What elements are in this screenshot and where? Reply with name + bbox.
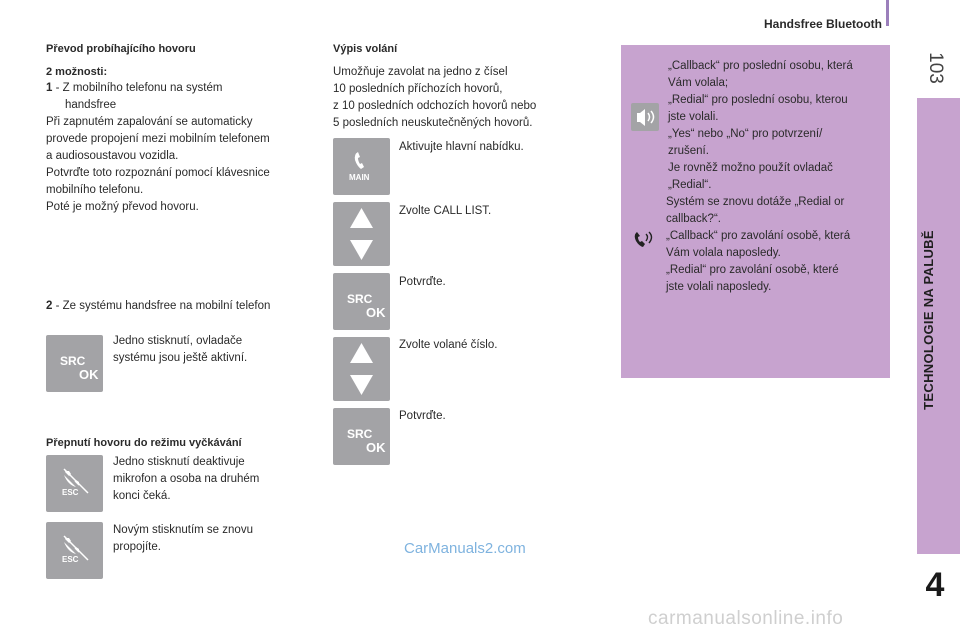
header-accent-bar <box>886 0 889 26</box>
paragraph-line: provede propojení mezi mobilním telefonem <box>46 133 270 145</box>
paragraph-line: Poté je možný převod hovoru. <box>46 201 199 213</box>
caption-line: mikrofon a osoba na druhém <box>113 473 260 485</box>
option-1-text-cont: handsfree <box>65 99 117 111</box>
src-ok-icon <box>333 273 390 330</box>
intro-line: Umožňuje zavolat na jedno z čísel <box>333 66 508 78</box>
transfer-paragraph <box>46 114 321 216</box>
up-down-button[interactable] <box>333 337 390 401</box>
intro-line: 5 posledních neuskutečněných hovorů. <box>333 117 533 129</box>
up-down-arrows-icon <box>333 337 390 401</box>
phone-icon <box>333 138 390 195</box>
caption-line: Novým stisknutím se znovu <box>113 524 253 536</box>
section-title-hold: Přepnutí hovoru do režimu vyčkávání <box>46 437 242 449</box>
step-4: Zvolte volané číslo. <box>399 339 498 351</box>
section-title-transfer: Převod probíhajícího hovoru <box>46 43 196 55</box>
option-2-number: 2 <box>46 300 53 312</box>
option-1-number: 1 <box>46 82 53 94</box>
voice-button[interactable] <box>631 103 659 131</box>
caption-line: Jedno stisknutí, ovladače <box>113 335 243 347</box>
intro-line: 10 posledních příchozích hovorů, <box>333 83 503 95</box>
main-button[interactable] <box>333 138 390 195</box>
option-2 <box>46 298 326 315</box>
voice-command-icon <box>631 103 659 131</box>
esc2-caption <box>113 522 303 556</box>
caption-line: propojíte. <box>113 541 161 553</box>
chapter-label: TECHNOLOGIE NA PALUBĚ <box>921 230 936 410</box>
mute-icon <box>46 522 103 579</box>
paragraph-line: Potvrďte toto rozpoznání pomocí klávesnice <box>46 167 270 179</box>
page-number: 103 <box>925 52 946 84</box>
paragraph-line: mobilního telefonu. <box>46 184 144 196</box>
src-label: SRC <box>347 427 373 441</box>
caption-line: systému jsou ještě aktivní. <box>113 352 248 364</box>
up-down-button[interactable] <box>333 202 390 266</box>
ok-label: OK <box>366 440 386 455</box>
watermark-carmanuals2: CarManuals2.com <box>404 540 526 557</box>
caption-line: Jedno stisknutí deaktivuje <box>113 456 245 468</box>
esc-button[interactable] <box>46 455 103 512</box>
paragraph-line: a audiosoustavou vozidla. <box>46 150 179 162</box>
chapter-number: 4 <box>925 566 945 604</box>
esc1-caption <box>113 454 303 505</box>
step-1: Aktivujte hlavní nabídku. <box>399 141 524 153</box>
src-label: SRC <box>347 292 373 306</box>
main-label: MAIN <box>349 173 370 182</box>
step-5: Potvrďte. <box>399 410 446 422</box>
step-2: Zvolte CALL LIST. <box>399 205 492 217</box>
call-list-intro <box>333 64 603 132</box>
option-1-text: - Z mobilního telefonu na systém <box>52 82 223 94</box>
page-header-title: Handsfree Bluetooth <box>763 17 882 31</box>
src-label: SRC <box>60 354 86 368</box>
paragraph-line: Při zapnutém zapalování se automaticky <box>46 116 253 128</box>
intro-line: z 10 posledních odchozích hovorů nebo <box>333 100 537 112</box>
voice-talk-icon-wrap <box>631 226 657 252</box>
step-3: Potvrďte. <box>399 276 446 288</box>
info-text-2: Systém se znovu dotáže „Redial or callback?“. „Callback“ pro zavolání osobě, která Vám volala naposledy. „Redial“ pro zavolání osobě, které jste volali naposledy. <box>666 196 851 293</box>
ok-label: OK <box>79 367 99 382</box>
option-2-text: - Ze systému handsfree na mobilní telefon <box>52 300 271 312</box>
esc-button[interactable] <box>46 522 103 579</box>
options-title: 2 možnosti: <box>46 66 108 78</box>
watermark-carmanualsonline: carmanualsonline.info <box>648 608 844 629</box>
up-down-arrows-icon <box>333 202 390 266</box>
src-ok-button[interactable] <box>333 273 390 330</box>
voice-talk-icon <box>631 226 657 252</box>
src-ok-button[interactable] <box>333 408 390 465</box>
option-1 <box>46 80 316 114</box>
src-ok-icon <box>46 335 103 392</box>
esc-label: ESC <box>62 488 79 497</box>
src-caption <box>113 333 303 367</box>
info-text-1: „Callback“ pro poslední osobu, která Vám volala; „Redial“ pro poslední osobu, kterou jste volali. „Yes“ nebo „No“ pro potvrzení/ zrušení. Je rovněž možno použít ovladač „Redial“. <box>668 60 853 191</box>
ok-label: OK <box>366 305 386 320</box>
mute-icon <box>46 455 103 512</box>
src-ok-icon <box>333 408 390 465</box>
caption-line: konci čeká. <box>113 490 171 502</box>
section-title-call-list: Výpis volání <box>333 43 398 55</box>
esc-label: ESC <box>62 555 79 564</box>
src-ok-button[interactable] <box>46 335 103 392</box>
